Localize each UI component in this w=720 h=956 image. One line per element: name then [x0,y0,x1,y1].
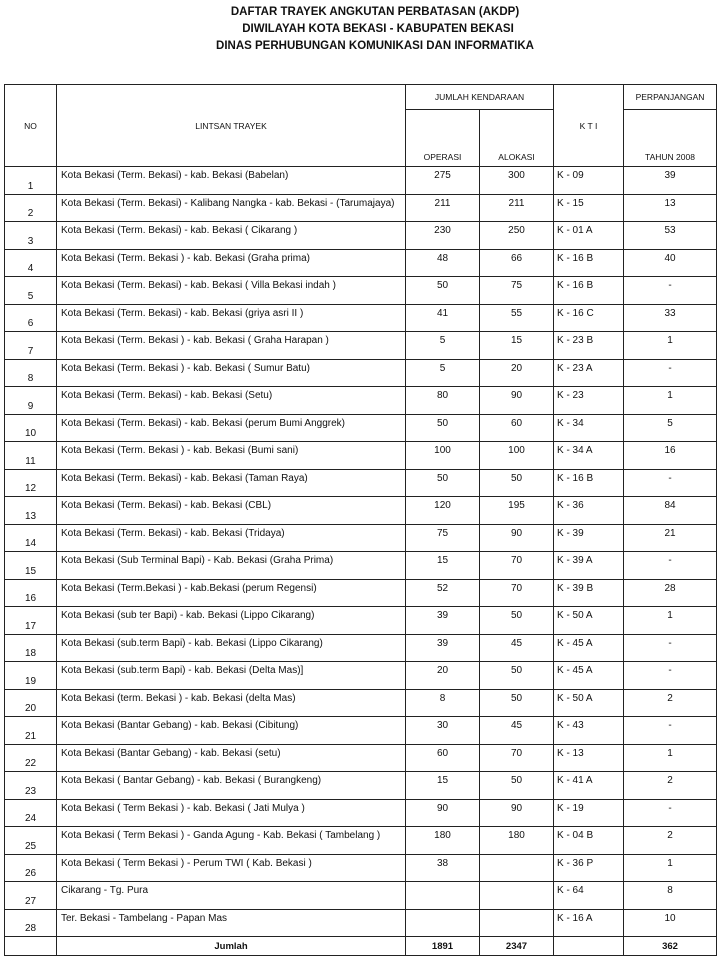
row-no: 9 [5,387,57,415]
row-extension: 53 [624,222,717,250]
row-route: Kota Bekasi ( Term Bekasi ) - Perum TWI ( Kab. Bekasi ) [57,854,406,882]
row-operasi: 41 [406,304,480,332]
table-row [5,854,717,882]
total-operasi: 1891 [406,937,480,956]
table-row [5,717,717,745]
row-no: 19 [5,662,57,690]
row-alokasi [480,909,554,937]
row-no: 25 [5,827,57,855]
row-operasi: 275 [406,167,480,195]
row-operasi: 230 [406,222,480,250]
row-extension: 21 [624,524,717,552]
row-kti: K - 13 [554,744,624,772]
row-extension: 16 [624,442,717,470]
row-kti: K - 19 [554,799,624,827]
row-route: Kota Bekasi (Term. Bekasi) - kab. Bekasi (CBL) [57,497,406,525]
row-no: 26 [5,854,57,882]
row-alokasi: 55 [480,304,554,332]
row-no: 15 [5,552,57,580]
row-route: Kota Bekasi ( Term Bekasi ) - kab. Bekasi ( Jati Mulya ) [57,799,406,827]
row-extension: 33 [624,304,717,332]
row-no: 3 [5,222,57,250]
row-alokasi: 75 [480,277,554,305]
row-extension: - [624,469,717,497]
row-alokasi: 60 [480,414,554,442]
row-operasi: 8 [406,689,480,717]
row-operasi: 15 [406,772,480,800]
table-row [5,607,717,635]
row-route: Kota Bekasi (Term. Bekasi ) - kab. Bekasi (Graha prima) [57,249,406,277]
row-extension: - [624,359,717,387]
row-alokasi: 45 [480,634,554,662]
row-operasi: 50 [406,414,480,442]
row-alokasi: 90 [480,799,554,827]
row-no: 17 [5,607,57,635]
row-route: Kota Bekasi (sub.term Bapi) - kab. Bekasi (Lippo Cikarang) [57,634,406,662]
row-operasi: 5 [406,332,480,360]
row-no: 12 [5,469,57,497]
row-route: Kota Bekasi (Bantar Gebang) - kab. Bekasi (setu) [57,744,406,772]
row-kti: K - 16 C [554,304,624,332]
table-row [5,634,717,662]
total-label: Jumlah [57,937,406,956]
row-route: Kota Bekasi (Term. Bekasi) - kab. Bekasi ( Cikarang ) [57,222,406,250]
row-route: Kota Bekasi (Sub Terminal Bapi) - Kab. Bekasi (Graha Prima) [57,552,406,580]
row-no: 13 [5,497,57,525]
row-route: Kota Bekasi (Term. Bekasi) - Kalibang Nangka - kab. Bekasi - (Tarumajaya) [57,194,406,222]
table-row [5,304,717,332]
row-extension: - [624,662,717,690]
row-kti: K - 41 A [554,772,624,800]
row-extension: - [624,799,717,827]
row-no: 21 [5,717,57,745]
row-kti: K - 64 [554,882,624,910]
total-row [5,937,717,956]
row-kti: K - 15 [554,194,624,222]
route-table [4,84,717,956]
table-row [5,194,717,222]
row-alokasi: 180 [480,827,554,855]
row-kti: K - 16 B [554,469,624,497]
row-alokasi: 50 [480,662,554,690]
total-extension: 362 [624,937,717,956]
row-route: Ter. Bekasi - Tambelang - Papan Mas [57,909,406,937]
row-extension: 1 [624,607,717,635]
row-route: Kota Bekasi (Term. Bekasi ) - kab. Bekasi (Bumi sani) [57,442,406,470]
row-alokasi: 70 [480,579,554,607]
row-kti: K - 39 A [554,552,624,580]
row-route: Kota Bekasi (Term. Bekasi ) - kab. Bekasi ( Graha Harapan ) [57,332,406,360]
row-route: Kota Bekasi (Term. Bekasi) - kab. Bekasi (perum Bumi Anggrek) [57,414,406,442]
row-kti: K - 36 [554,497,624,525]
table-row [5,332,717,360]
header-extension-year: TAHUN 2008 [624,110,717,167]
row-alokasi: 90 [480,387,554,415]
row-alokasi: 45 [480,717,554,745]
header-operasi: OPERASI [406,110,480,167]
row-operasi: 5 [406,359,480,387]
header-route: LINTSAN TRAYEK [57,85,406,167]
header-vehicles: JUMLAH KENDARAAN [406,85,554,110]
row-extension: 10 [624,909,717,937]
row-no: 14 [5,524,57,552]
row-extension: 5 [624,414,717,442]
row-route: Kota Bekasi (term. Bekasi ) - kab. Bekasi (delta Mas) [57,689,406,717]
row-alokasi: 195 [480,497,554,525]
row-kti: K - 01 A [554,222,624,250]
row-extension: 39 [624,167,717,195]
row-alokasi: 100 [480,442,554,470]
row-route: Kota Bekasi (Term. Bekasi ) - kab. Bekasi ( Sumur Batu) [57,359,406,387]
row-no: 7 [5,332,57,360]
row-operasi: 50 [406,277,480,305]
document-title: DAFTAR TRAYEK ANGKUTAN PERBATASAN (AKDP) [230,6,520,18]
row-extension: 1 [624,332,717,360]
table-row [5,552,717,580]
total-no-cell [5,937,57,956]
row-route: Kota Bekasi ( Bantar Gebang) - kab. Bekasi ( Burangkeng) [57,772,406,800]
document-subtitle-region: DIWILAYAH KOTA BEKASI - KABUPATEN BEKASI [242,23,514,35]
total-kti-cell [554,937,624,956]
row-operasi: 120 [406,497,480,525]
table-row [5,772,717,800]
row-kti: K - 23 B [554,332,624,360]
table-row [5,827,717,855]
table-row [5,442,717,470]
row-kti: K - 43 [554,717,624,745]
row-route: Kota Bekasi (sub ter Bapi) - kab. Bekasi (Lippo Cikarang) [57,607,406,635]
row-extension: - [624,634,717,662]
row-kti: K - 50 A [554,689,624,717]
row-route: Kota Bekasi (Term.Bekasi ) - kab.Bekasi (perum Regensi) [57,579,406,607]
row-operasi [406,909,480,937]
table-row [5,277,717,305]
row-no: 1 [5,167,57,195]
header-kti: K T I [554,85,624,167]
table-row [5,249,717,277]
table-row [5,167,717,195]
row-operasi: 20 [406,662,480,690]
row-no: 24 [5,799,57,827]
row-no: 27 [5,882,57,910]
row-operasi: 15 [406,552,480,580]
row-kti: K - 39 [554,524,624,552]
row-extension: 13 [624,194,717,222]
row-extension: 1 [624,744,717,772]
header-alokasi: ALOKASI [480,110,554,167]
table-row [5,497,717,525]
row-operasi: 211 [406,194,480,222]
row-kti: K - 16 B [554,277,624,305]
row-no: 18 [5,634,57,662]
row-operasi: 30 [406,717,480,745]
row-operasi: 39 [406,607,480,635]
row-operasi: 48 [406,249,480,277]
row-alokasi: 90 [480,524,554,552]
row-operasi: 100 [406,442,480,470]
row-operasi: 38 [406,854,480,882]
row-route: Kota Bekasi (Bantar Gebang) - kab. Bekasi (Cibitung) [57,717,406,745]
row-kti: K - 23 A [554,359,624,387]
row-no: 4 [5,249,57,277]
table-row [5,799,717,827]
row-route: Kota Bekasi (sub.term Bapi) - kab. Bekasi (Delta Mas)] [57,662,406,690]
document-subtitle-agency: DINAS PERHUBUNGAN KOMUNIKASI DAN INFORMATIKA [216,40,534,52]
row-alokasi: 15 [480,332,554,360]
route-rows [5,167,717,937]
row-alokasi [480,882,554,910]
total-alokasi: 2347 [480,937,554,956]
row-alokasi: 50 [480,469,554,497]
row-operasi: 39 [406,634,480,662]
row-route: Kota Bekasi (Term. Bekasi) - kab. Bekasi (Taman Raya) [57,469,406,497]
row-operasi: 180 [406,827,480,855]
row-route: Kota Bekasi (Term. Bekasi) - kab. Bekasi ( Villa Bekasi indah ) [57,277,406,305]
table-row [5,909,717,937]
row-kti: K - 16 A [554,909,624,937]
row-alokasi: 50 [480,772,554,800]
row-no: 6 [5,304,57,332]
table-row [5,387,717,415]
row-no: 10 [5,414,57,442]
row-kti: K - 45 A [554,634,624,662]
row-alokasi: 211 [480,194,554,222]
row-kti: K - 39 B [554,579,624,607]
row-no: 23 [5,772,57,800]
row-extension: 84 [624,497,717,525]
row-route: Kota Bekasi (Term. Bekasi) - kab. Bekasi (Setu) [57,387,406,415]
row-alokasi: 70 [480,552,554,580]
row-alokasi: 50 [480,689,554,717]
table-row [5,882,717,910]
row-operasi: 75 [406,524,480,552]
table-row [5,579,717,607]
row-no: 28 [5,909,57,937]
table-row [5,662,717,690]
header-no: NO [5,85,57,167]
table-row [5,222,717,250]
row-kti: K - 04 B [554,827,624,855]
row-kti: K - 09 [554,167,624,195]
row-route: Kota Bekasi (Term. Bekasi) - kab. Bekasi (Tridaya) [57,524,406,552]
row-kti: K - 36 P [554,854,624,882]
table-row [5,524,717,552]
title-block [0,4,720,55]
row-extension: 2 [624,827,717,855]
row-alokasi: 250 [480,222,554,250]
row-extension: 8 [624,882,717,910]
row-alokasi: 20 [480,359,554,387]
row-kti: K - 16 B [554,249,624,277]
row-no: 5 [5,277,57,305]
row-extension: 1 [624,387,717,415]
row-route: Kota Bekasi ( Term Bekasi ) - Ganda Agung - Kab. Bekasi ( Tambelang ) [57,827,406,855]
row-operasi: 80 [406,387,480,415]
row-kti: K - 23 [554,387,624,415]
row-no: 11 [5,442,57,470]
header-extension: PERPANJANGAN [624,85,717,110]
table-row [5,414,717,442]
row-no: 22 [5,744,57,772]
row-kti: K - 45 A [554,662,624,690]
table-row [5,689,717,717]
row-extension: - [624,277,717,305]
row-route: Kota Bekasi (Term. Bekasi) - kab. Bekasi (griya asri II ) [57,304,406,332]
row-route: Kota Bekasi (Term. Bekasi) - kab. Bekasi (Babelan) [57,167,406,195]
row-extension: - [624,717,717,745]
row-no: 20 [5,689,57,717]
row-operasi: 60 [406,744,480,772]
row-operasi [406,882,480,910]
row-no: 8 [5,359,57,387]
row-no: 2 [5,194,57,222]
row-alokasi [480,854,554,882]
table-row [5,359,717,387]
row-operasi: 90 [406,799,480,827]
row-extension: 1 [624,854,717,882]
row-kti: K - 34 A [554,442,624,470]
row-kti: K - 34 [554,414,624,442]
row-operasi: 52 [406,579,480,607]
row-extension: 28 [624,579,717,607]
row-operasi: 50 [406,469,480,497]
table-row [5,744,717,772]
row-extension: - [624,552,717,580]
row-extension: 2 [624,689,717,717]
row-alokasi: 70 [480,744,554,772]
row-alokasi: 50 [480,607,554,635]
table-row [5,469,717,497]
row-alokasi: 300 [480,167,554,195]
row-kti: K - 50 A [554,607,624,635]
row-alokasi: 66 [480,249,554,277]
row-route: Cikarang - Tg. Pura [57,882,406,910]
row-extension: 2 [624,772,717,800]
row-no: 16 [5,579,57,607]
row-extension: 40 [624,249,717,277]
